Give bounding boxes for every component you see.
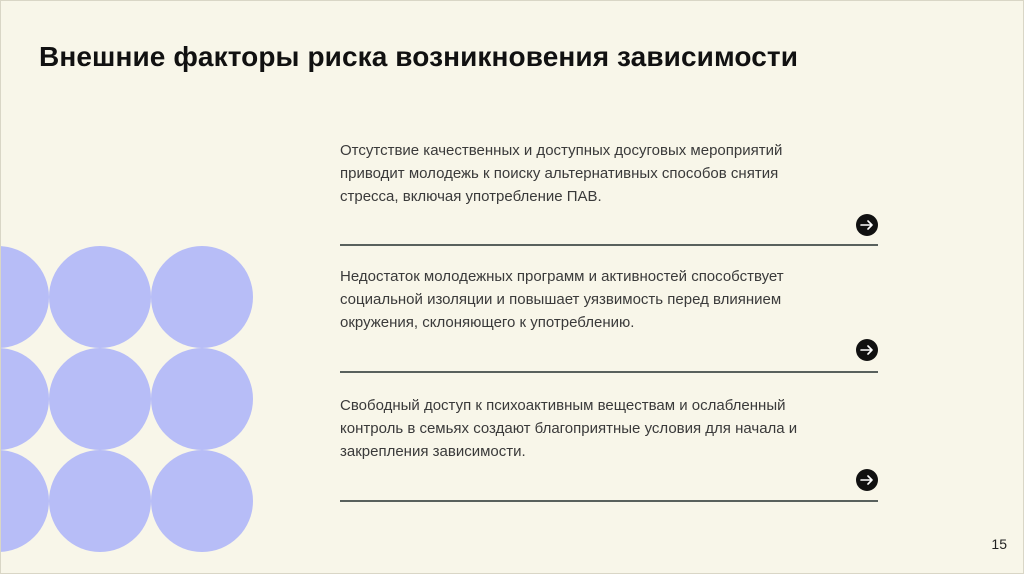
decor-circle xyxy=(49,246,151,348)
risk-factor-text: Отсутствие качественных и доступных досуговых мероприятий приводит молодежь к поиску альтернативных способов снятия стресса, включая употребление ПАВ. xyxy=(340,142,783,205)
decor-circle xyxy=(0,246,49,348)
arrow-right-icon[interactable] xyxy=(856,469,878,491)
slide-title: Внешние факторы риска возникновения зависимости xyxy=(39,41,799,72)
decor-circle xyxy=(49,348,151,450)
risk-factor-text: Недостаток молодежных программ и активностей способствует социальной изоляции и повышает уязвимость перед влиянием окружения, склоняющего к употреблению. xyxy=(340,268,784,331)
risk-factor-item xyxy=(340,139,878,249)
risk-factor-item xyxy=(340,265,878,377)
decor-circle xyxy=(151,450,253,552)
decor-circle xyxy=(49,450,151,552)
arrow-right-icon[interactable] xyxy=(856,214,878,236)
decor-circle xyxy=(0,348,49,450)
decor-circle xyxy=(0,450,49,552)
page-number: 15 xyxy=(991,536,1007,552)
divider xyxy=(340,500,878,502)
decorative-circles xyxy=(1,1,261,574)
divider xyxy=(340,244,878,246)
decor-circle xyxy=(151,348,253,450)
decor-circle xyxy=(151,246,253,348)
divider xyxy=(340,371,878,373)
risk-factor-text: Свободный доступ к психоактивным веществам и ослабленный контроль в семьях создают благоприятные условия для начала и закрепления зависимости. xyxy=(340,397,798,460)
arrow-right-icon[interactable] xyxy=(856,339,878,361)
risk-factor-item xyxy=(340,394,878,506)
